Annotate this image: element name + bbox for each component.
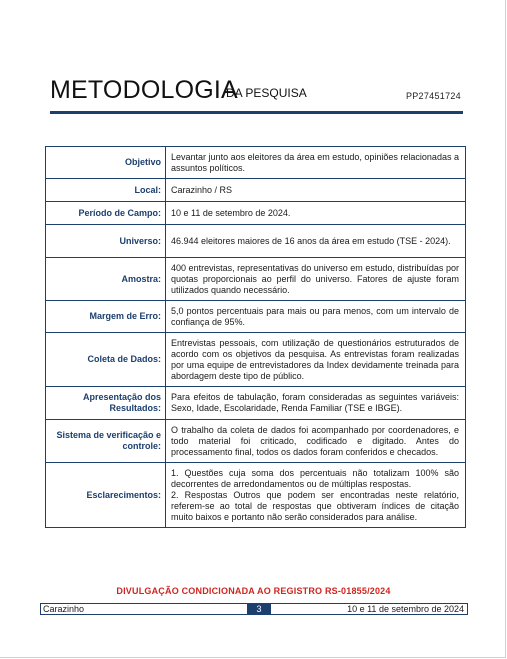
row-label: Apresentação dos Resultados: xyxy=(46,387,166,419)
table-row xyxy=(46,463,465,527)
row-value: 400 entrevistas, representativas do universo em estudo, distribuídas por quotas proporcionais ao perfil do universo. Fatores de ajuste foram utilizados quando necessário. xyxy=(171,262,459,295)
table-row xyxy=(46,258,465,301)
page-title: METODOLOGIA xyxy=(50,76,238,104)
row-value: Entrevistas pessoais, com utilização de questionários estruturados de acordo com os objetivos da pesquisa. As entrevistas foram realizadas por uma equipe de entrevistadores da Index devidamente treinada para abordagem deste tipo de público. xyxy=(171,337,459,381)
header-rule xyxy=(50,111,463,114)
row-value: O trabalho da coleta de dados foi acompanhado por coordenadores, e todo material foi criticado, codificado e digitado. Antes do processamento final, todos os dados foram conferidos e checados. xyxy=(171,424,459,457)
row-label: Sistema de verificação e controle: xyxy=(46,420,166,462)
table-row xyxy=(46,147,465,179)
row-label: Coleta de Dados: xyxy=(46,333,166,386)
row-value: Para efeitos de tabulação, foram consideradas as seguintes variáveis: Sexo, Idade, Escolaridade, Renda Familiar (TSE e IBGE). xyxy=(171,392,459,413)
row-label: Amostra: xyxy=(46,258,166,300)
table-row xyxy=(46,387,465,420)
table-row xyxy=(46,225,465,258)
footer-location: Carazinho xyxy=(43,604,85,614)
row-label: Esclarecimentos: xyxy=(46,463,166,527)
row-value: 5,0 pontos percentuais para mais ou para menos, com um intervalo de confiança de 95%. xyxy=(171,305,459,327)
row-label: Local: xyxy=(46,179,166,201)
row-value: 10 e 11 de setembro de 2024. xyxy=(171,207,291,218)
row-label: Margem de Erro: xyxy=(46,301,166,332)
page-number: 3 xyxy=(247,604,271,614)
clarification-item: 1. Questões cuja soma dos percentuais não totalizam 100% são decorrentes de arredondamentos ou de múltiplas respostas. xyxy=(171,467,459,489)
row-value xyxy=(166,463,465,527)
table-row xyxy=(46,202,465,225)
row-value: 46.944 eleitores maiores de 16 anos da área em estudo (TSE - 2024). xyxy=(171,235,451,246)
row-value: Levantar junto aos eleitores da área em estudo, opiniões relacionadas a assuntos políticos. xyxy=(171,151,459,173)
row-label: Período de Campo: xyxy=(46,202,166,224)
table-row xyxy=(46,301,465,333)
row-label: Universo: xyxy=(46,225,166,257)
table-row xyxy=(46,420,465,463)
document-code: PP27451724 xyxy=(405,91,461,101)
registration-notice: DIVULGAÇÃO CONDICIONADA AO REGISTRO RS-01855/2024 xyxy=(116,586,391,596)
footer-bar xyxy=(40,603,468,615)
page-header xyxy=(50,70,463,110)
clarification-item: 2. Respostas Outros que podem ser encontradas neste relatório, referem-se ao total de respostas que obtiveram índices de citação muito baixos e portanto não serão considerados para análise. xyxy=(171,489,459,522)
table-row xyxy=(46,333,465,387)
table-row xyxy=(46,179,465,202)
footer-date: 10 e 11 de setembro de 2024 xyxy=(347,604,464,614)
methodology-table xyxy=(45,146,466,528)
row-value: Carazinho / RS xyxy=(171,184,233,195)
page-subtitle: DA PESQUISA xyxy=(226,86,307,100)
row-label: Objetivo xyxy=(46,147,166,178)
